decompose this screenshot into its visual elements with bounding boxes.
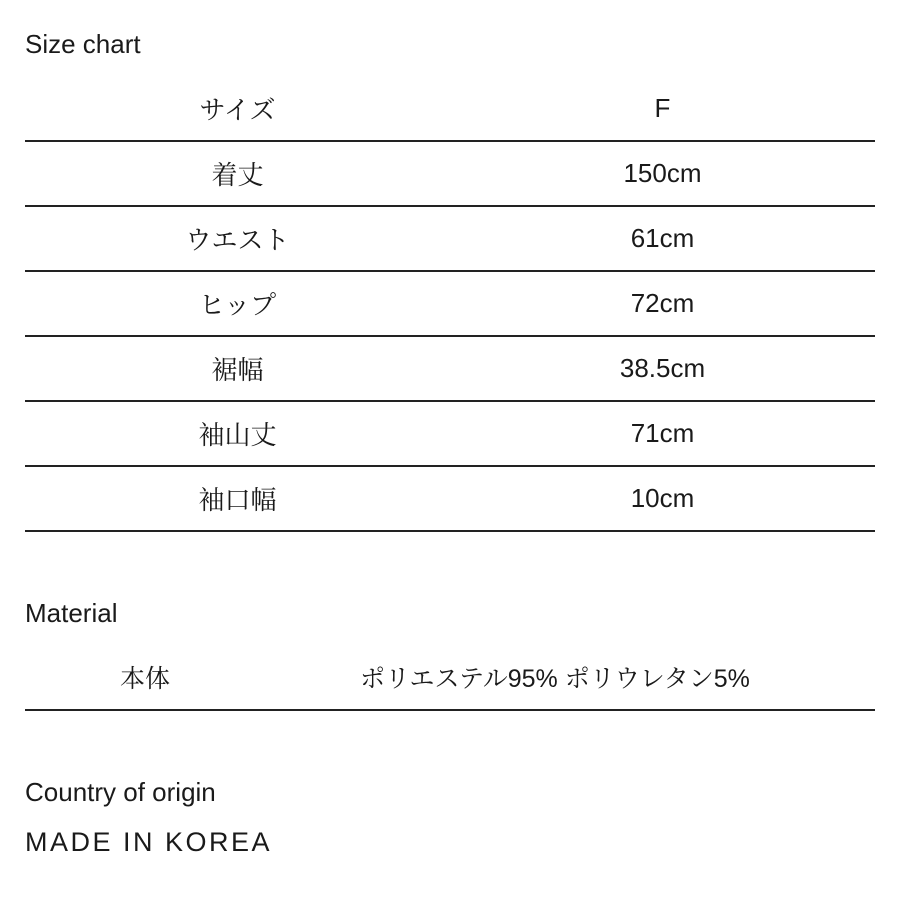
size-header-row [25, 77, 875, 142]
size-row-label: ヒップ [198, 290, 277, 320]
country-of-origin-title: Country of origin [25, 777, 216, 807]
size-row [25, 402, 875, 467]
size-row-label: 袖口幅 [198, 485, 277, 515]
material-label: 本体 [119, 665, 170, 693]
size-table [25, 77, 875, 532]
size-row-value: 10cm [630, 483, 695, 513]
material-title: Material [25, 598, 118, 628]
size-row-label: 裾幅 [211, 355, 264, 385]
country-of-origin-value: MADE IN KOREA [25, 827, 273, 857]
size-row-value: 71cm [630, 418, 695, 448]
size-row-label: 着丈 [211, 160, 264, 190]
size-row [25, 467, 875, 532]
size-row-value: 61cm [630, 223, 695, 253]
size-header-label: サイズ [199, 95, 276, 125]
size-row [25, 207, 875, 272]
size-row-label: 袖山丈 [198, 420, 277, 450]
size-row-label: ウエスト [185, 225, 290, 255]
material-value: ポリエステル95% ポリウレタン5% [360, 665, 750, 693]
size-header-value: F [654, 93, 671, 123]
material-row [25, 645, 875, 711]
size-row-value: 38.5cm [619, 353, 706, 383]
size-row [25, 272, 875, 337]
size-row-value: 150cm [623, 158, 702, 188]
size-row-value: 72cm [630, 288, 695, 318]
size-chart-title: Size chart [25, 29, 141, 59]
size-row [25, 337, 875, 402]
size-row [25, 142, 875, 207]
